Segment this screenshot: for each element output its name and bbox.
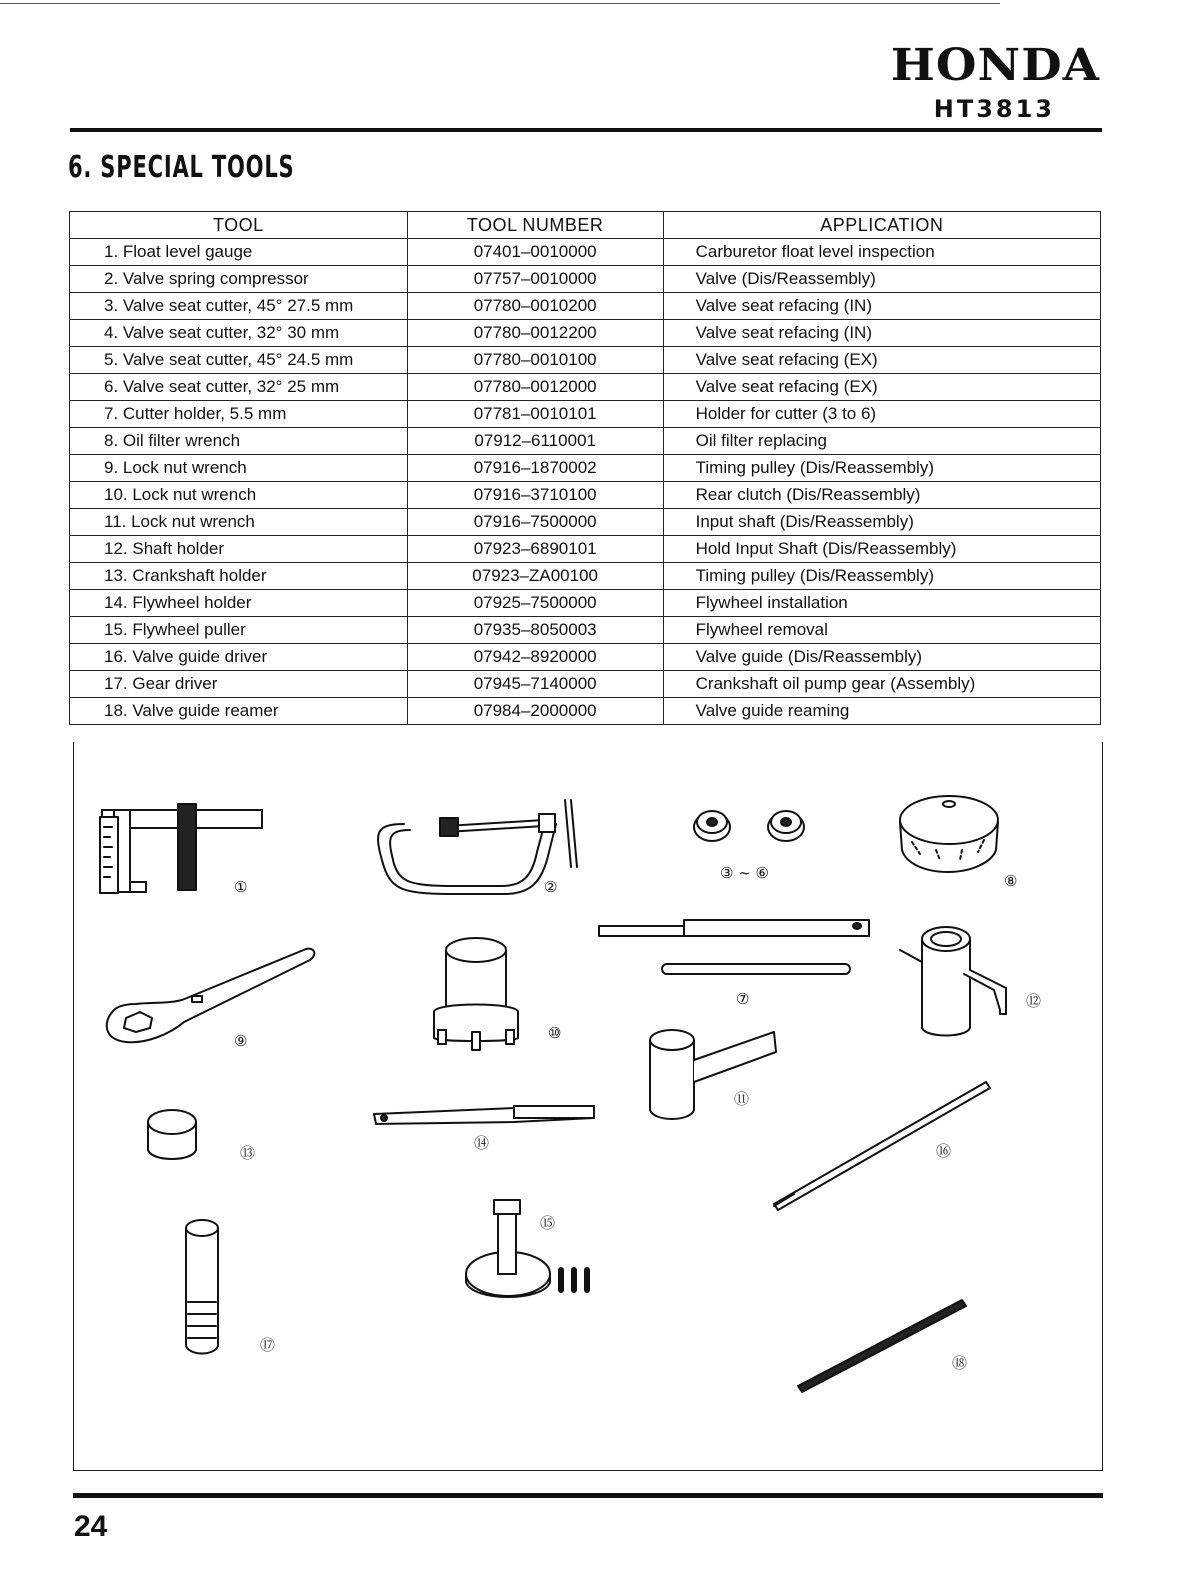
table-row	[70, 590, 1101, 617]
tool-name-cell: 4. Valve seat cutter, 32° 30 mm	[70, 320, 408, 347]
oil-filter-wrench-drawing	[900, 796, 998, 872]
tool-name-cell: 2. Valve spring compressor	[70, 266, 408, 293]
application-cell: Timing pulley (Dis/Reassembly)	[663, 455, 1100, 482]
tool-number-cell: 07925–7500000	[407, 590, 663, 617]
callout-15: ⑮	[540, 1214, 556, 1232]
tool-number-cell: 07780–0010200	[407, 293, 663, 320]
application-cell: Valve seat refacing (EX)	[663, 374, 1100, 401]
table-row	[70, 266, 1101, 293]
application-cell: Valve seat refacing (EX)	[663, 347, 1100, 374]
footer-rule	[73, 1493, 1103, 1498]
tool-name-cell: 15. Flywheel puller	[70, 617, 408, 644]
tool-name-cell: 6. Valve seat cutter, 32° 25 mm	[70, 374, 408, 401]
lock-nut-wrench-10-drawing	[434, 938, 518, 1050]
table-row	[70, 482, 1101, 509]
tool-number-cell: 07916–1870002	[407, 455, 663, 482]
table-row	[70, 401, 1101, 428]
table-row	[70, 698, 1101, 725]
application-cell: Holder for cutter (3 to 6)	[663, 401, 1100, 428]
application-cell: Valve seat refacing (IN)	[663, 293, 1100, 320]
table-row	[70, 671, 1101, 698]
application-cell: Oil filter replacing	[663, 428, 1100, 455]
valve-seat-cutters-drawing	[694, 811, 804, 841]
application-cell: Crankshaft oil pump gear (Assembly)	[663, 671, 1100, 698]
page-number: 24	[74, 1510, 108, 1543]
special-tools-table	[69, 211, 1101, 725]
valve-guide-reamer-drawing	[798, 1300, 966, 1392]
tool-name-cell: 12. Shaft holder	[70, 536, 408, 563]
callout-9: ⑨	[234, 1032, 248, 1050]
tool-number-cell: 07781–0010101	[407, 401, 663, 428]
column-header-tool-number: TOOL NUMBER	[407, 212, 663, 239]
column-header-application: APPLICATION	[663, 212, 1100, 239]
callout-11: ⑪	[734, 1090, 750, 1108]
application-cell: Hold Input Shaft (Dis/Reassembly)	[663, 536, 1100, 563]
tool-name-cell: 14. Flywheel holder	[70, 590, 408, 617]
tool-number-cell: 07923–ZA00100	[407, 563, 663, 590]
tool-number-cell: 07401–0010000	[407, 239, 663, 266]
tool-name-cell: 17. Gear driver	[70, 671, 408, 698]
tool-number-cell: 07923–6890101	[407, 536, 663, 563]
tool-name-cell: 18. Valve guide reamer	[70, 698, 408, 725]
top-rule	[0, 3, 1000, 4]
application-cell: Flywheel installation	[663, 590, 1100, 617]
tool-number-cell: 07757–0010000	[407, 266, 663, 293]
tool-name-cell: 11. Lock nut wrench	[70, 509, 408, 536]
tool-number-cell: 07780–0010100	[407, 347, 663, 374]
lock-nut-wrench-9-drawing	[107, 949, 315, 1043]
gear-driver-drawing	[186, 1220, 218, 1354]
crankshaft-holder-drawing	[148, 1110, 196, 1159]
table-header-row	[70, 212, 1101, 239]
application-cell: Valve guide reaming	[663, 698, 1100, 725]
table-row	[70, 320, 1101, 347]
flywheel-puller-drawing	[466, 1200, 587, 1297]
callout-12: ⑫	[1026, 992, 1042, 1010]
tool-name-cell: 5. Valve seat cutter, 45° 24.5 mm	[70, 347, 408, 374]
lock-nut-wrench-11-drawing	[650, 1030, 776, 1119]
application-cell: Input shaft (Dis/Reassembly)	[663, 509, 1100, 536]
tool-name-cell: 7. Cutter holder, 5.5 mm	[70, 401, 408, 428]
callout-7: ⑦	[736, 990, 750, 1008]
application-cell: Timing pulley (Dis/Reassembly)	[663, 563, 1100, 590]
table-row	[70, 536, 1101, 563]
column-header-tool: TOOL	[70, 212, 408, 239]
application-cell: Valve seat refacing (IN)	[663, 320, 1100, 347]
application-cell: Rear clutch (Dis/Reassembly)	[663, 482, 1100, 509]
brand-logo: HONDA	[890, 40, 1100, 91]
tool-number-cell: 07916–7500000	[407, 509, 663, 536]
application-cell: Valve guide (Dis/Reassembly)	[663, 644, 1100, 671]
table-row	[70, 347, 1101, 374]
callout-1: ①	[234, 878, 248, 896]
tool-number-cell: 07942–8920000	[407, 644, 663, 671]
table-row	[70, 509, 1101, 536]
tool-number-cell: 07935–8050003	[407, 617, 663, 644]
table-row	[70, 563, 1101, 590]
application-cell: Flywheel removal	[663, 617, 1100, 644]
callout-14: ⑭	[474, 1134, 490, 1152]
tool-name-cell: 3. Valve seat cutter, 45° 27.5 mm	[70, 293, 408, 320]
table-row	[70, 374, 1101, 401]
callout-8: ⑧	[1004, 872, 1018, 890]
application-cell: Carburetor float level inspection	[663, 239, 1100, 266]
valve-guide-driver-drawing	[774, 1082, 990, 1210]
model-number: HT3813	[933, 95, 1055, 123]
callout-2: ②	[544, 878, 558, 896]
callout-10: ⑩	[548, 1024, 562, 1042]
callout-3-to-6: ③ ∼ ⑥	[720, 864, 769, 882]
cutter-holder-drawing	[599, 920, 869, 974]
tool-name-cell: 9. Lock nut wrench	[70, 455, 408, 482]
tool-name-cell: 10. Lock nut wrench	[70, 482, 408, 509]
section-title: 6. SPECIAL TOOLS	[68, 150, 295, 185]
table-row	[70, 455, 1101, 482]
callout-18: ⑱	[952, 1354, 968, 1372]
tool-number-cell: 07912–6110001	[407, 428, 663, 455]
table-row	[70, 293, 1101, 320]
application-cell: Valve (Dis/Reassembly)	[663, 266, 1100, 293]
callout-17: ⑰	[260, 1336, 276, 1354]
tool-number-cell: 07916–3710100	[407, 482, 663, 509]
header-rule	[70, 128, 1102, 132]
tool-name-cell: 8. Oil filter wrench	[70, 428, 408, 455]
tool-name-cell: 13. Crankshaft holder	[70, 563, 408, 590]
tool-name-cell: 1. Float level gauge	[70, 239, 408, 266]
table-row	[70, 239, 1101, 266]
tool-number-cell: 07780–0012200	[407, 320, 663, 347]
tool-number-cell: 07780–0012000	[407, 374, 663, 401]
tools-illustration	[73, 742, 1103, 1471]
shaft-holder-drawing	[900, 927, 1006, 1036]
tool-number-cell: 07984–2000000	[407, 698, 663, 725]
callout-13: ⑬	[240, 1144, 256, 1162]
tool-number-cell: 07945–7140000	[407, 671, 663, 698]
tool-name-cell: 16. Valve guide driver	[70, 644, 408, 671]
callout-16: ⑯	[936, 1142, 952, 1160]
table-row	[70, 644, 1101, 671]
table-row	[70, 617, 1101, 644]
table-row	[70, 428, 1101, 455]
flywheel-holder-drawing	[374, 1106, 594, 1124]
